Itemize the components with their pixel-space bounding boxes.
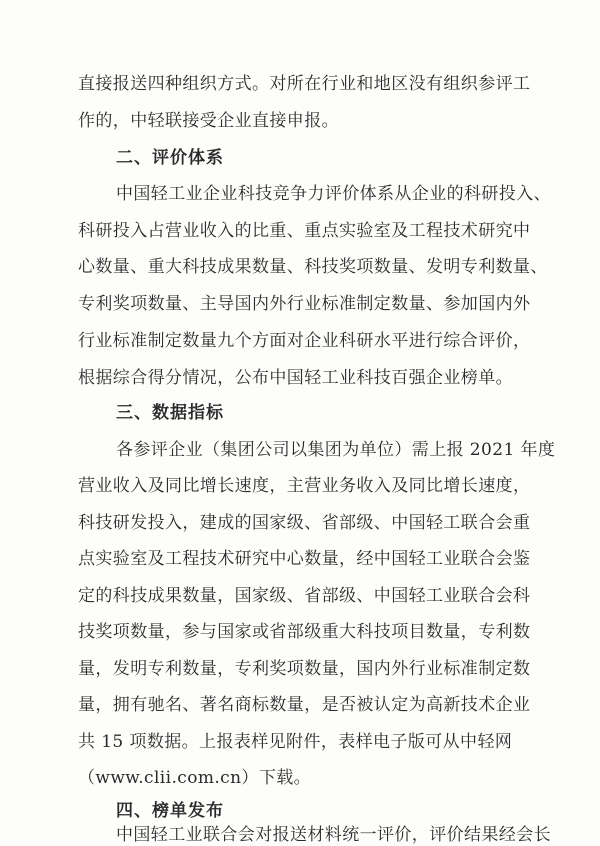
body-text-line: 量，发明专利数量，专利奖项数量，国内外行业标准制定数 <box>78 659 531 679</box>
body-text-line: 定的科技成果数量，国家级、省部级、中国轻工业联合会科 <box>78 586 531 606</box>
body-text-line: 科技研发投入，建成的国家级、省部级、中国轻工联合会重 <box>78 513 531 533</box>
body-text-line: 点实验室及工程技术研究中心数量，经中国轻工业联合会鉴 <box>78 549 531 569</box>
body-text-line: 心数量、重大科技成果数量、科技奖项数量、发明专利数量、 <box>78 257 548 277</box>
body-text-line: 量，拥有驰名、著名商标数量，是否被认定为高新技术企业 <box>78 695 531 715</box>
body-text-line: 科研投入占营业收入的比重、重点实验室及工程技术研究中 <box>78 221 531 241</box>
body-text-line: 行业标准制定数量九个方面对企业科研水平进行综合评价， <box>78 331 531 351</box>
body-text-line: （www.clii.com.cn）下载。 <box>78 768 312 788</box>
section-heading: 四、榜单发布 <box>116 801 224 821</box>
body-text-line: 作的，中轻联接受企业直接申报。 <box>78 111 339 131</box>
body-text-line: 各参评企业（集团公司以集团为单位）需上报 2021 年度 <box>116 440 556 460</box>
body-text-line: 直接报送四种组织方式。对所在行业和地区没有组织参评工 <box>78 74 531 94</box>
section-heading: 三、数据指标 <box>116 403 224 423</box>
body-text-line: 专利奖项数量、主导国内外行业标准制定数量、参加国内外 <box>78 294 531 314</box>
body-text-line: 根据综合得分情况，公布中国轻工业科技百强企业榜单。 <box>78 368 513 388</box>
section-heading: 二、评价体系 <box>116 148 224 168</box>
body-text-line: 营业收入及同比增长速度，主营业务收入及同比增长速度， <box>78 476 531 496</box>
body-text-line: 中国轻工业企业科技竞争力评价体系从企业的科研投入、 <box>116 184 551 204</box>
body-text-line: 技奖项数量，参与国家或省部级重大科技项目数量，专利数 <box>78 622 531 642</box>
body-text-line: 共 15 项数据。上报表样见附件，表样电子版可从中轻网 <box>78 732 513 752</box>
body-text-line: 中国轻工业联合会对报送材料统一评价，评价结果经会长 <box>116 825 551 845</box>
